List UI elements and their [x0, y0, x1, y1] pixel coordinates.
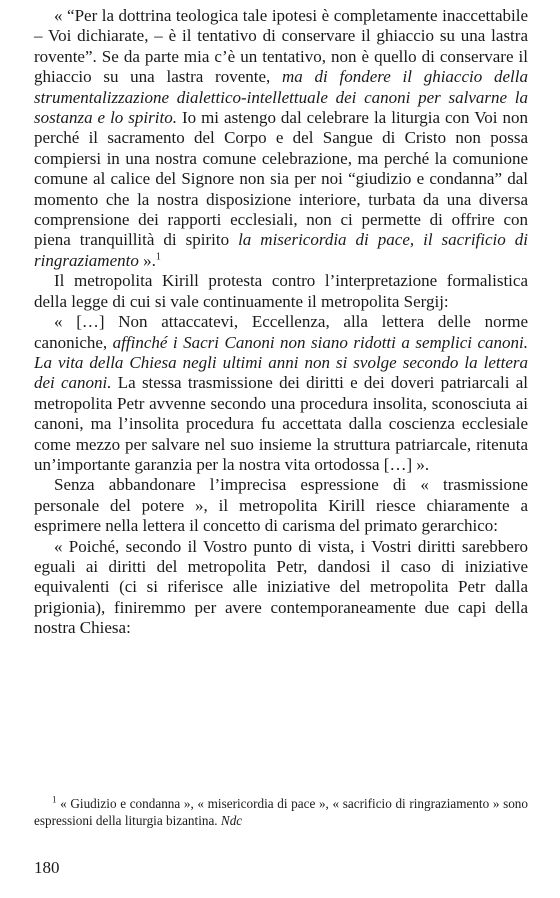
paragraph — [34, 271, 528, 312]
text-segment: ». — [138, 250, 156, 270]
footnote — [34, 795, 528, 829]
footnote-marker: 1 — [52, 794, 57, 805]
main-text — [34, 6, 528, 639]
footnote-attribution: Ndc — [220, 813, 243, 828]
page-number: 180 — [34, 858, 60, 877]
italic-text: affinché i Sacri Canoni non siano ridotti a semplici canoni. La vita della Chiesa negli ultimi anni non si svolge secondo la lettera dei canoni. — [34, 332, 529, 393]
paragraph — [34, 475, 528, 536]
text-segment: La stessa trasmissione dei diritti e dei doveri patriarcali al metropolita Petr avvenne secondo una procedura insolita, sconosciuta ai canoni, ma l’insolita procedura fu accettata dalla coscienza ecclesiale come mezzo per salvare nel suo insieme la struttura patriarcale, ritenuta un’importante garanzia per la nostra vita ortodossa […] ». — [34, 373, 528, 474]
paragraph — [34, 312, 528, 475]
text-segment: « […] Non attaccatevi, Eccellenza, alla lettera delle norme canoniche, — [34, 312, 528, 352]
paragraph — [34, 537, 528, 639]
text-segment: Io mi astengo dal celebrare la liturgia con Voi non perché il sacramento del Corpo e del Sangue di Cristo non possa compiersi in una nostra comune celebrazione, ma perché la comunione comune al calice del Signore non sia per noi “giudizio e condanna” dal momento che la nostra disposizione interiore, turbata da una diversa comprensione dei rapporti ecclesiali, non ci permette di offrire con piena tranquillità di spirito — [34, 108, 528, 250]
italic-text: la misericordia di pace, il sacrificio di ringraziamento — [34, 230, 528, 270]
footnote-text: « Giudizio e condanna », « misericordia di pace », « sacrificio di ringraziamento » sono espressioni della liturgia bizantina. — [34, 796, 528, 828]
text-segment: « Poiché, secondo il Vostro punto di vista, i Vostri diritti sarebbero eguali ai diritti del metropolita Petr, dandosi il caso di iniziative equivalenti (ci si riferisce alle iniziative del metropolita Petr dalla prigionia), finiremmo per avere contemporaneamente due capi della nostra Chiesa: — [34, 536, 528, 638]
footnote-reference: 1 — [155, 251, 161, 263]
text-segment: « “Per la dottrina teologica tale ipotesi è completamente inaccettabile – Voi dichiarate, – è il tentativo di conservare il ghiaccio su una lastra rovente”. Se da parte mia c’è un tentativo, non è quello di conservare il ghiaccio su una lastra rovente, — [34, 6, 528, 87]
italic-text: ma di fondere il ghiaccio della strumentalizzazione dialettico-intellettuale dei canoni per salvarne la sostanza e lo spirito. — [34, 67, 528, 128]
paragraph — [34, 6, 528, 271]
text-segment: Il metropolita Kirill protesta contro l’interpretazione formalistica della legge di cui si vale continuamente il metropolita Sergij: — [34, 271, 528, 311]
text-segment: Senza abbandonare l’imprecisa espressione di « trasmissione personale del potere », il metropolita Kirill riesce chiaramente a esprimere nella lettera il concetto di carisma del primato gerarchico: — [34, 475, 528, 536]
